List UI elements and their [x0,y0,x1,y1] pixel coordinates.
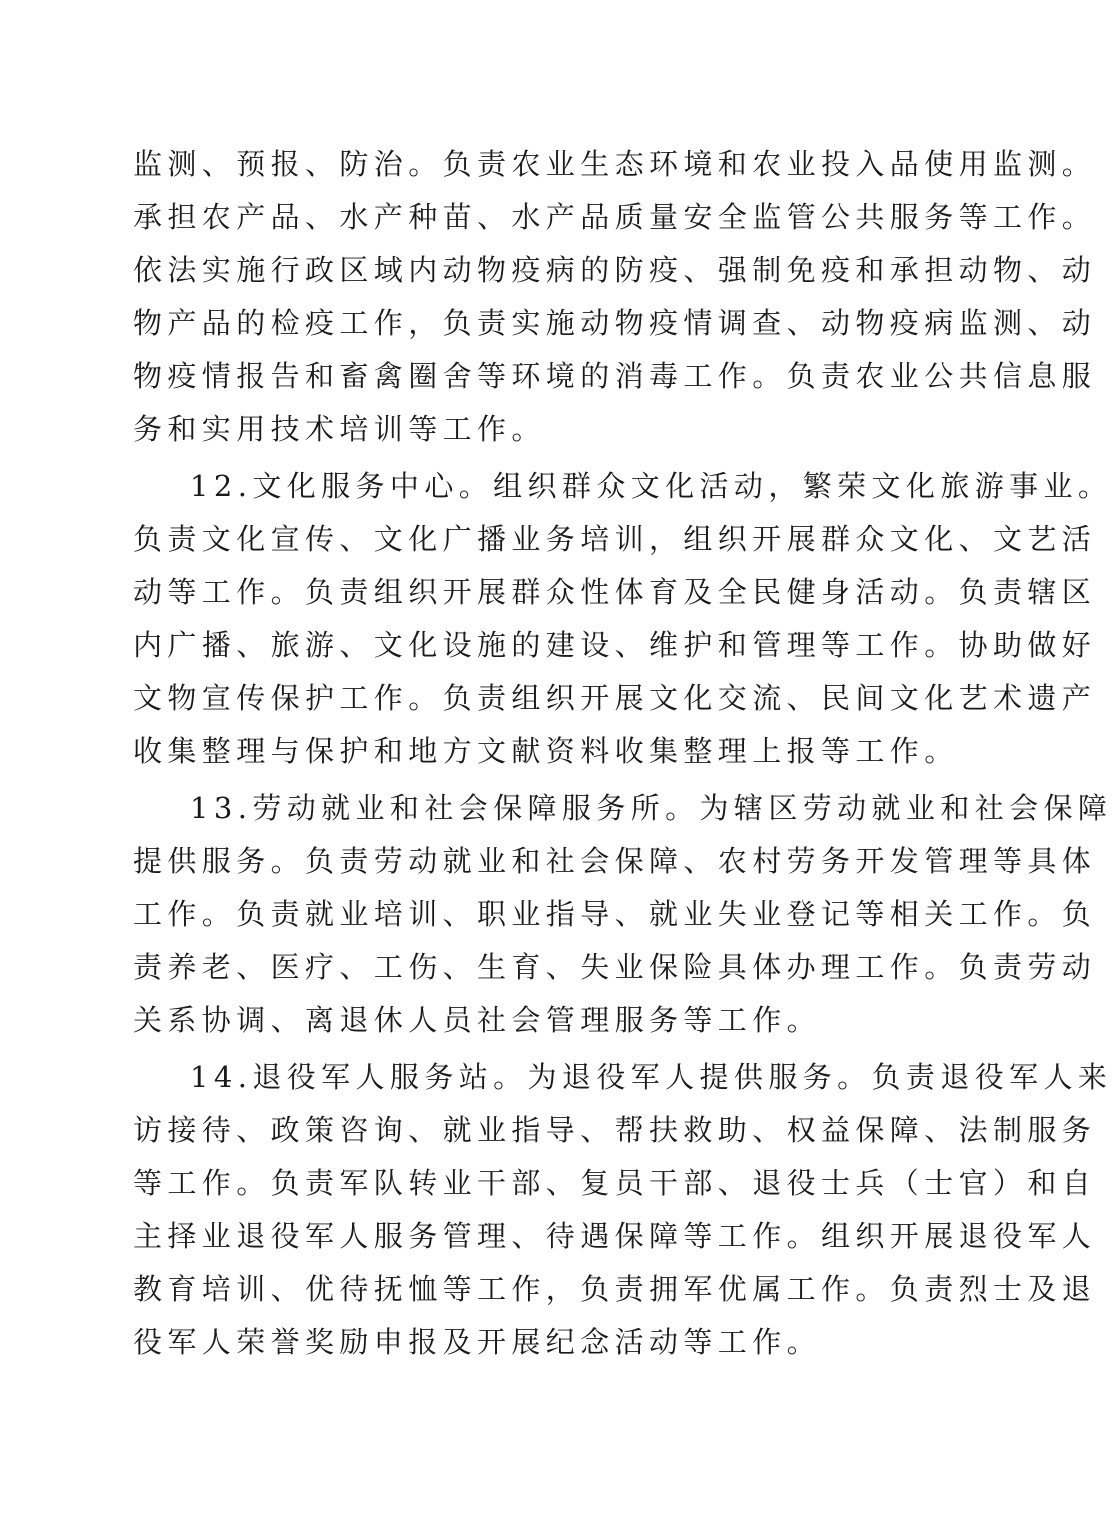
text-line: 动等工作。负责组织开展群众性体育及全民健身活动。负责辖区 [133,575,1097,609]
text-line: 工作。负责就业培训、职业指导、就业失业登记等相关工作。负 [133,897,1097,931]
text-line: 内广播、旅游、文化设施的建设、维护和管理等工作。协助做好 [133,628,1097,662]
text-line: 关系协调、离退休人员社会管理服务等工作。 [133,1003,822,1037]
text-line: 依法实施行政区域内动物疫病的防疫、强制免疫和承担动物、动 [133,253,1097,287]
text-line: 文物宣传保护工作。负责组织开展文化交流、民间文化艺术遗产 [133,681,1097,715]
paragraph-heading-line: 12.文化服务中心。组织群众文化活动，繁荣文化旅游事业。 [190,469,1112,503]
paragraph-heading-line: 14.退役军人服务站。为退役军人提供服务。负责退役军人来 [190,1060,1112,1094]
text-line: 役军人荣誉奖励申报及开展纪念活动等工作。 [133,1325,822,1359]
text-line: 责养老、医疗、工伤、生育、失业保险具体办理工作。负责劳动 [133,950,1097,984]
text-line: 负责文化宣传、文化广播业务培训，组织开展群众文化、文艺活 [133,522,1097,556]
text-line: 收集整理与保护和地方文献资料收集整理上报等工作。 [133,734,959,768]
text-line: 等工作。负责军队转业干部、复员干部、退役士兵（士官）和自 [133,1166,1097,1200]
text-line: 承担农产品、水产种苗、水产品质量安全监管公共服务等工作。 [133,200,1097,234]
text-line: 访接待、政策咨询、就业指导、帮扶救助、权益保障、法制服务 [133,1113,1097,1147]
text-line: 物产品的检疫工作，负责实施动物疫情调查、动物疫病监测、动 [133,306,1097,340]
text-line: 主择业退役军人服务管理、待遇保障等工作。组织开展退役军人 [133,1219,1097,1253]
paragraph-heading-line: 13.劳动就业和社会保障服务所。为辖区劳动就业和社会保障 [190,791,1112,825]
text-line: 教育培训、优待抚恤等工作，负责拥军优属工作。负责烈士及退 [133,1272,1097,1306]
text-line: 监测、预报、防治。负责农业生态环境和农业投入品使用监测。 [133,147,1097,181]
text-line: 物疫情报告和畜禽圈舍等环境的消毒工作。负责农业公共信息服 [133,359,1097,393]
text-line: 务和实用技术培训等工作。 [133,412,546,446]
text-line: 提供服务。负责劳动就业和社会保障、农村劳务开发管理等具体 [133,844,1097,878]
